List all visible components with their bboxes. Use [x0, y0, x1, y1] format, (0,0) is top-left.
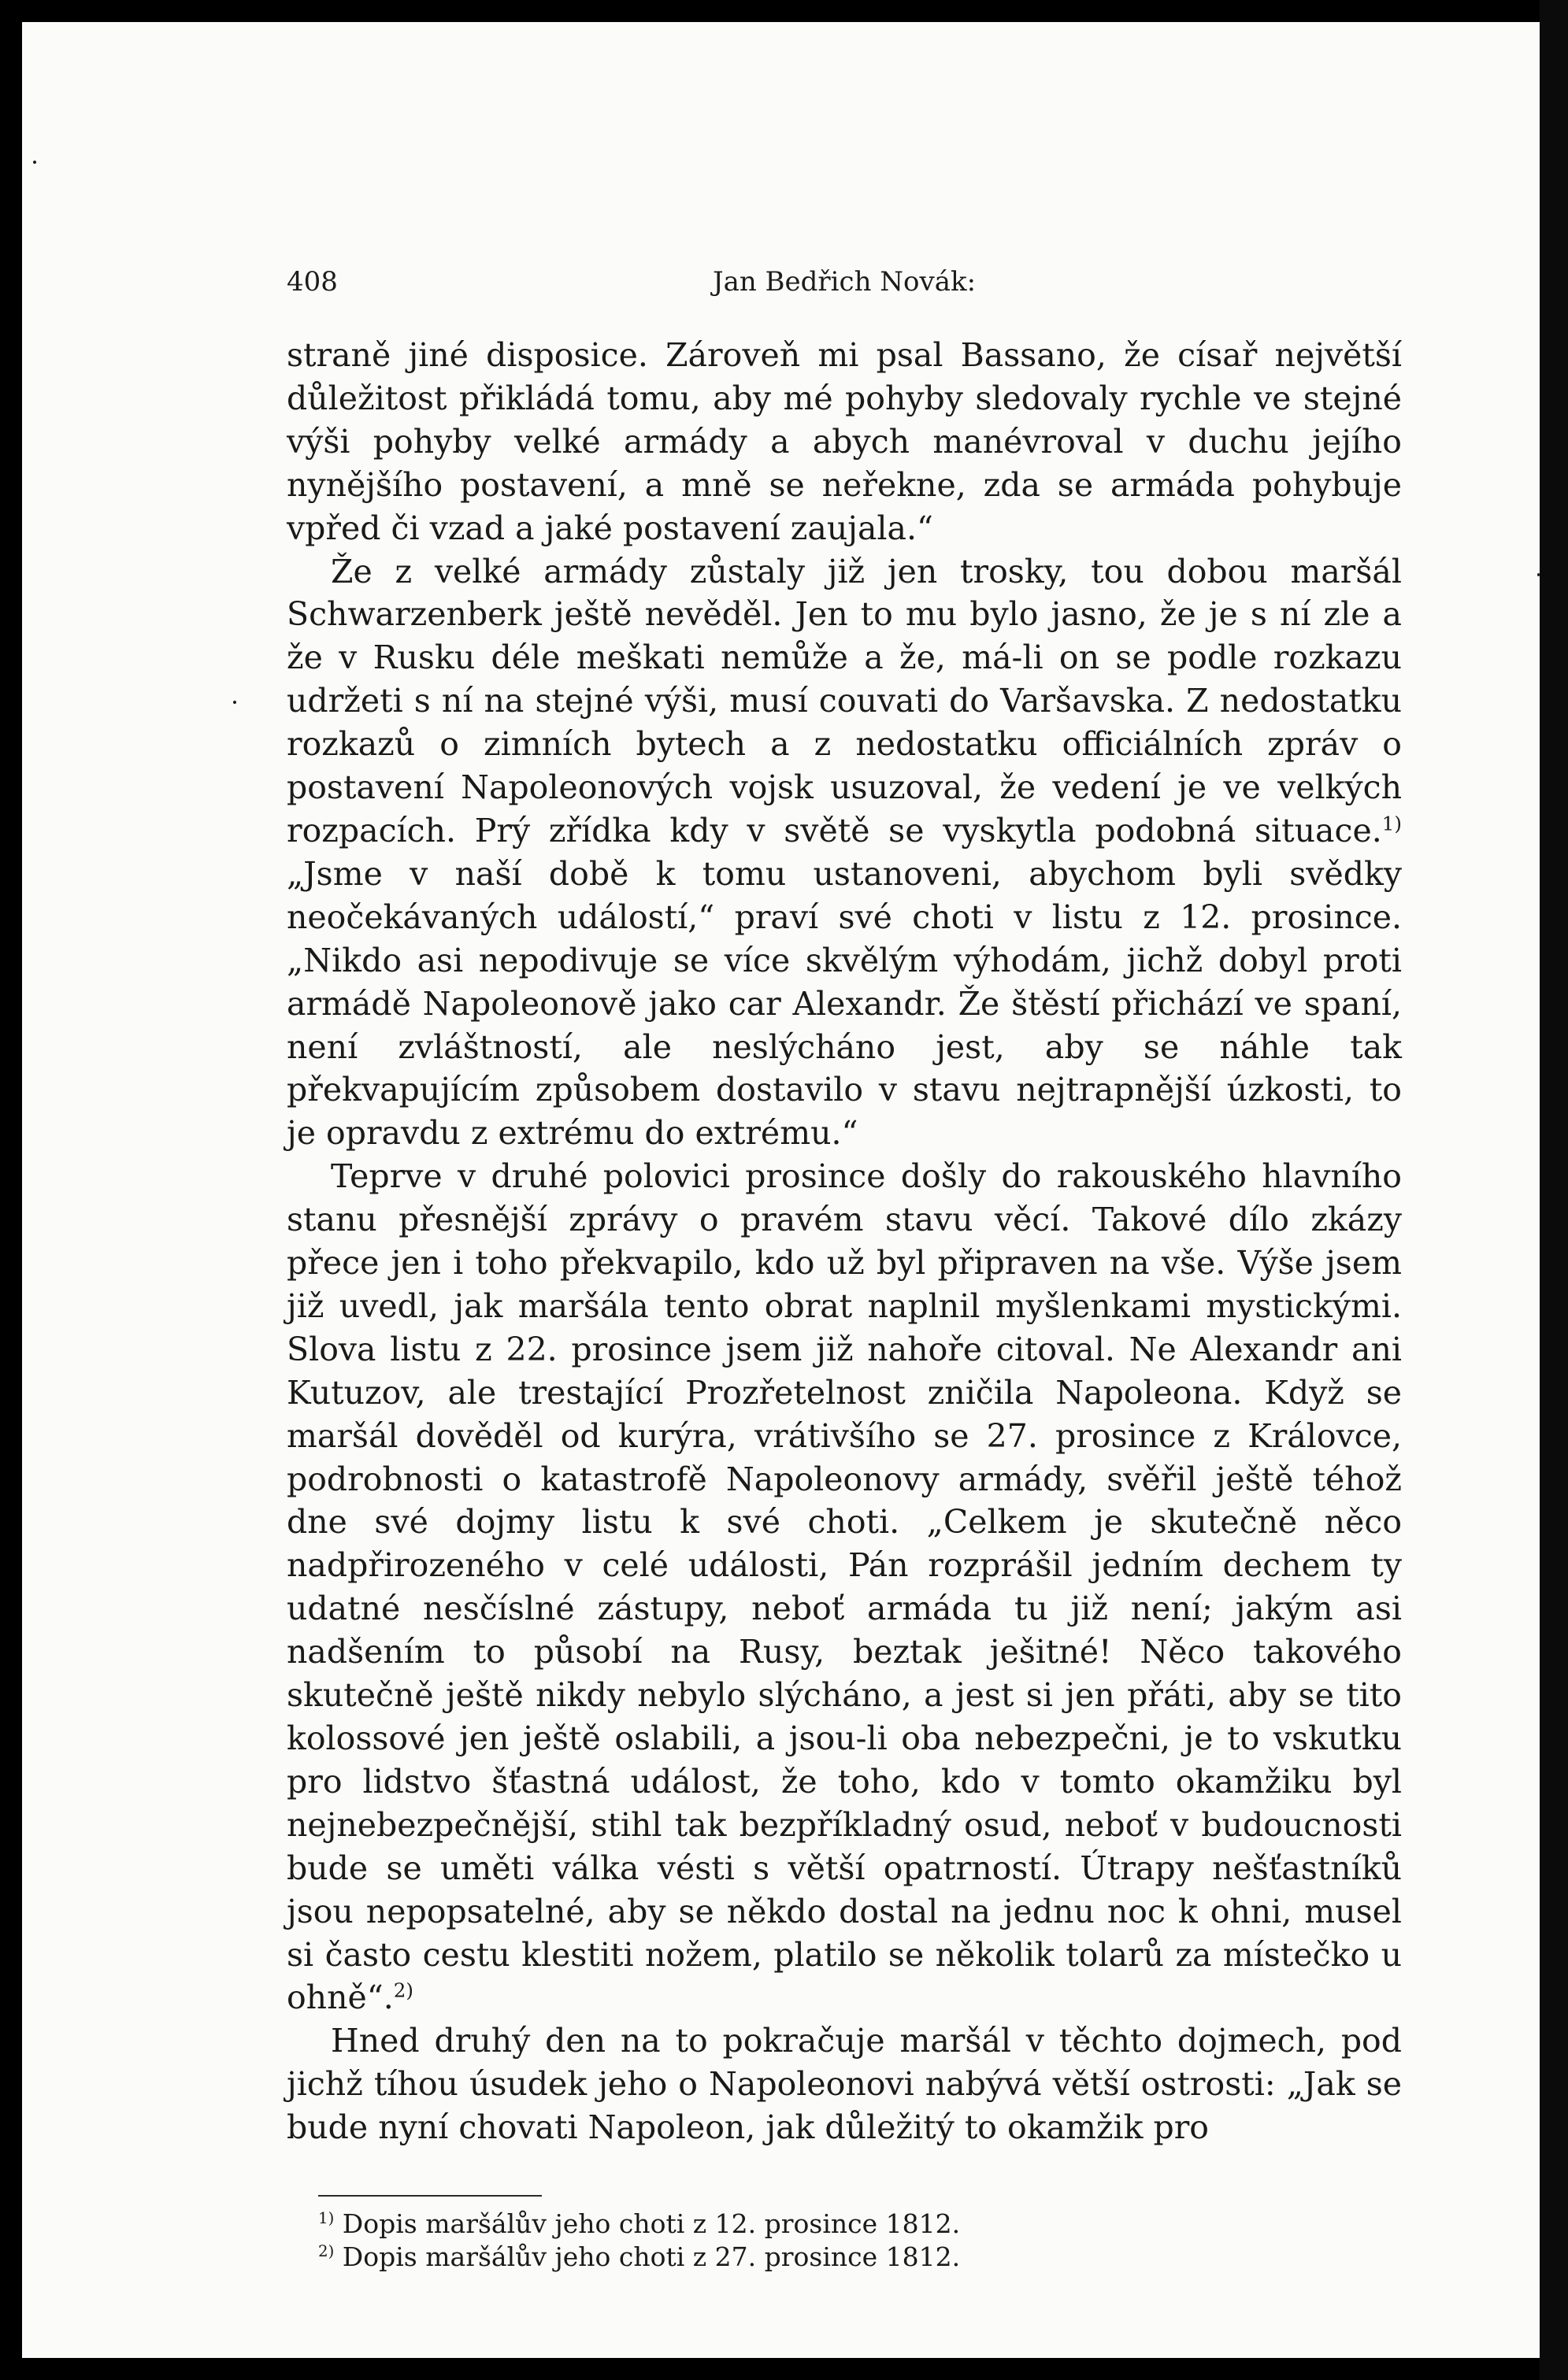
paragraph-text: straně jiné disposice. Zároveň mi psal Bassano, že císař největší důležitost přikládá tomu, aby mé pohyby sledovaly rychle ve stejné výši pohyby velké armády a abych manévroval v duchu jejího nynějšího postavení, a mně se neřekne, zda se armáda pohybuje vpřed či vzad a jaké postavení zaujala.“	[287, 336, 1402, 547]
body-text	[287, 334, 1402, 2149]
running-title: Jan Bedřich Novák:	[712, 266, 977, 298]
page-header	[287, 236, 1402, 302]
paragraph	[287, 550, 1402, 1156]
footnote-text: Dopis maršálův jeho choti z 27. prosince 1812.	[334, 2241, 961, 2273]
footnote-text: Dopis maršálův jeho choti z 12. prosince 1812.	[334, 2208, 961, 2240]
page-number: 408	[287, 266, 338, 298]
paragraph-text: Že z velké armády zůstaly již jen trosky, tou dobou maršál Schwarzenberk ještě nevěděl. Jen to mu bylo jasno, že je s ní zle a že v Rusku déle meškati nemůže a že, má-li on se podle rozkazu udržeti s ní na stejné výši, musí couvati do Varšavska. Z nedostatku rozkazů o zimních bytech a z nedostatku officiálních zpráv o postavení Napoleonových vojsk usuzoval, že vedení je ve velkých rozpacích. Prý zřídka kdy v světě se vyskytla podobná situace.	[287, 552, 1402, 849]
scan-border	[1540, 0, 1568, 2380]
paragraph-text: Hned druhý den na to pokračuje maršál v těchto dojmech, pod jichž tíhou úsudek jeho o Napoleonovi nabývá větší ostrosti: „Jak se bude nyní chovati Napoleon, jak důležitý to okamžik pro	[287, 2022, 1402, 2147]
page-speck	[33, 161, 36, 164]
book-page	[22, 22, 1542, 2358]
paragraph	[287, 334, 1402, 550]
footnotes	[287, 2208, 1402, 2274]
paragraph	[287, 2019, 1402, 2149]
footnote-reference: 2)	[393, 1978, 414, 2002]
page-content	[287, 236, 1402, 2274]
footnote-divider	[318, 2195, 542, 2197]
paragraph-text: „Jsme v naší době k tomu ustanoveni, abychom byli svědky neočekávaných událostí,“ praví své choti v listu z 12. prosince. „Nikdo asi nepodivuje se více skvělým výhodám, jichž dobyl proti armádě Napoleonově jako car Alexandr. Že štěstí přichází ve spaní, není zvláštností, ale neslýcháno jest, aby se náhle tak překvapujícím způsobem dostavilo v stavu nejtrapnější úzkosti, to je opravdu z extrému do extrému.“	[287, 854, 1402, 1153]
footnote	[318, 2241, 1402, 2274]
paragraph-text: Teprve v druhé polovici prosince došly do rakouského hlavního stanu přesnější zprávy o pravém stavu věcí. Takové dílo zkázy přece jen i toho překvapilo, kdo už byl připraven na vše. Výše jsem již uvedl, jak maršála tento obrat naplnil myšlenkami mystickými. Slova listu z 22. prosince jsem již nahoře citoval. Ne Alexandr ani Kutuzov, ale trestající Prozřetelnost zničila Napoleona. Když se maršál dověděl od kurýra, vrátivšího se 27. prosince z Královce, podrobnosti o katastrofě Napoleonovy armády, svěřil ještě téhož dne své dojmy listu k své choti. „Celkem je skutečně něco nadpřirozeného v celé události, Pán rozprášil jedním dechem ty udatné nesčíslné zástupy, neboť armáda tu již není; jakým asi nadšením to působí na Rusy, beztak ješitné! Něco takového skutečně ještě nikdy nebylo slýcháno, a jest si jen přáti, aby se tito kolossové jen ještě oslabili, a jsou-li oba nebezpečni, je to vskutku pro lidstvo šťastná událost, že toho, kdo v tomto okamžiku byl nejnebezpečnější, stihl tak bezpříkladný osud, neboť v budoucnosti bude se uměti válka vésti s větší opatrností. Útrapy nešťastníků jsou nepopsatelné, aby se někdo dostal na jednu noc k ohni, musel si často cestu klestiti nožem, platilo se několik tolarů za místečko u ohně“.	[287, 1157, 1402, 2017]
footnote-reference: 1)	[1381, 812, 1402, 835]
page-speck	[233, 701, 236, 704]
footnote-marker: 2)	[318, 2242, 335, 2261]
footnote-marker: 1)	[318, 2209, 335, 2228]
footnote	[318, 2208, 1402, 2241]
paragraph	[287, 1155, 1402, 2019]
